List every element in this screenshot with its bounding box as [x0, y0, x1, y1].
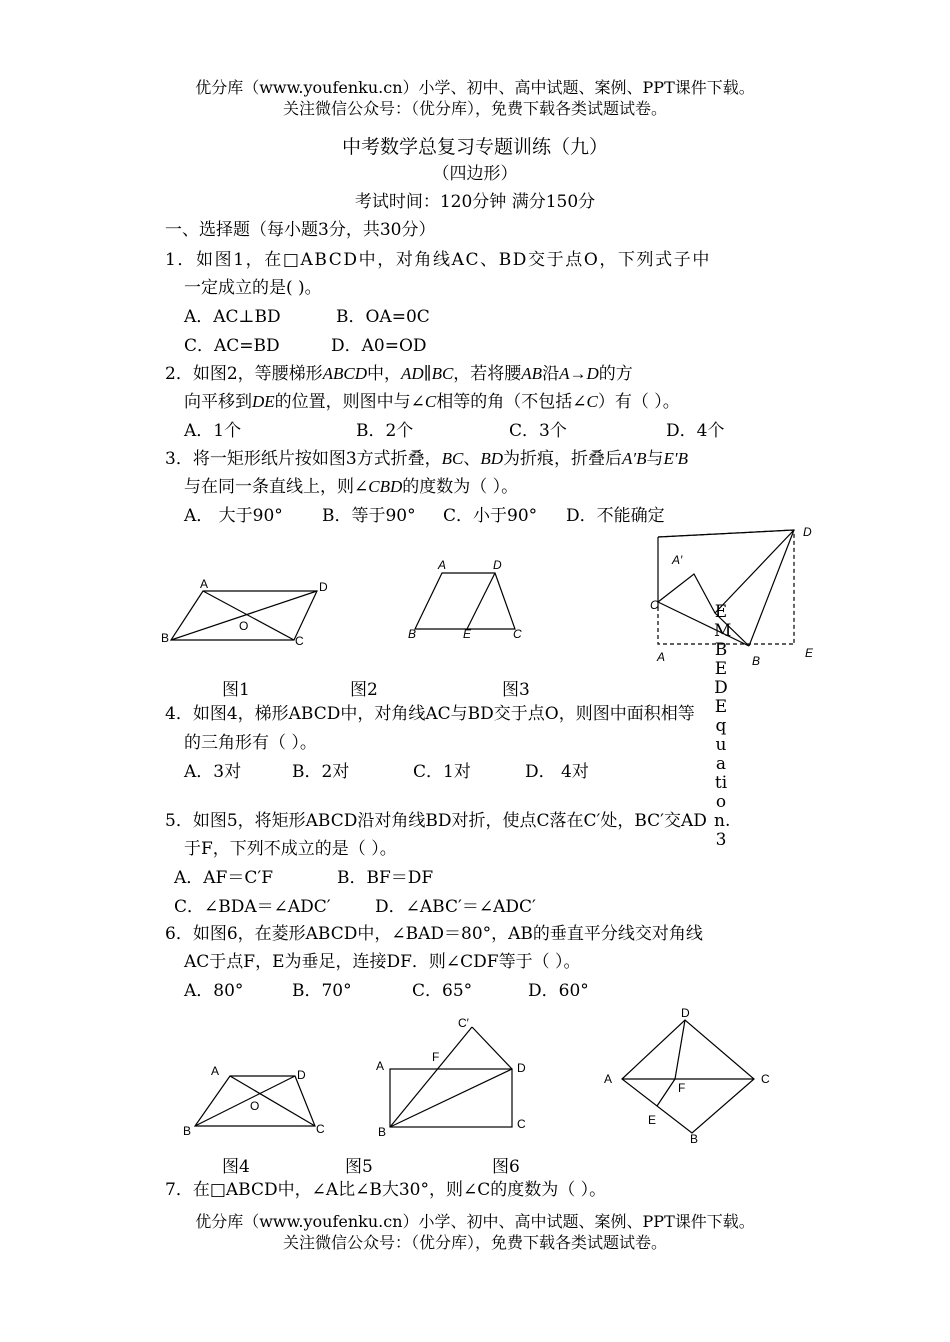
fig4-label-c: C: [316, 1122, 325, 1136]
fig6-label-c: C: [761, 1072, 770, 1086]
fig5-label-d: D: [517, 1061, 526, 1075]
fig5-label-c: C: [517, 1117, 526, 1131]
q2-var: C: [424, 392, 437, 411]
q3-text: 为折痕，折叠后: [503, 449, 623, 469]
q3-line2: [184, 477, 518, 497]
q2-var: ABCD: [322, 364, 368, 383]
q1-option-a: A．AC⊥BD: [184, 307, 281, 327]
fig5-label-f: F: [432, 1050, 440, 1064]
q2-option-d: D．4个: [666, 421, 725, 441]
q2-line1: [165, 364, 633, 384]
fig3-label-a: A: [657, 650, 666, 664]
fig6-label-b: B: [690, 1132, 699, 1146]
q3-text: 、: [463, 449, 481, 469]
page-subtitle: （四边形）: [432, 164, 518, 184]
q2-text: 的位置，则图中与∠: [274, 392, 425, 412]
fig1-label-b: B: [161, 631, 170, 645]
q2-text: 向平移到: [184, 392, 252, 412]
q2-text: ）有（ ）。: [597, 392, 680, 412]
fig6-label-f: F: [678, 1081, 686, 1095]
q5-option-b: B．BF＝DF: [337, 868, 434, 888]
q2-var: A→D: [559, 364, 599, 383]
fig3-label-d: D: [803, 525, 812, 539]
fig1-label-a: A: [200, 577, 209, 591]
q3-text: 与: [646, 449, 664, 469]
fig3-folded-a: [658, 574, 749, 646]
fig5-caption: 图5: [345, 1157, 373, 1177]
q2-option-c: C．3个: [509, 421, 567, 441]
fig2-segment-de: [467, 573, 495, 629]
q4-line2: 的三角形有（ ）。: [184, 733, 317, 753]
fig1-label-c: C: [295, 634, 304, 648]
q1-line1: 1．如图1，在□ABCD中，对角线AC、BD交于点O，下列式子中: [165, 250, 711, 270]
q4-option-c: C．1对: [413, 762, 471, 782]
header-line-1: 优分库（www.youfenku.cn）小学、初中、高中试题、案例、PPT课件下载。: [195, 78, 755, 97]
figure-6: [597, 1002, 782, 1150]
q3-var: CBD: [368, 477, 403, 496]
fig4-caption: 图4: [222, 1157, 250, 1177]
q6-option-d: D．60°: [528, 981, 589, 1001]
q2-text: 中，: [367, 364, 402, 384]
q3-option-c: C．小于90°: [443, 506, 538, 526]
fig6-label-e: E: [648, 1113, 657, 1127]
fig4-label-o: O: [250, 1099, 260, 1113]
q2-option-a: A．1个: [184, 421, 242, 441]
q2-option-b: B．2个: [356, 421, 414, 441]
q4-line1: 4．如图4，梯形ABCD中，对角线AC与BD交于点O，则图中面积相等: [165, 704, 695, 724]
fig4-diagonal-bd: [195, 1076, 295, 1126]
embed-equation-artifact: EMBEDEquation.3: [714, 602, 732, 850]
header-line-2: 关注微信公众号：（优分库），免费下载各类试题试卷。: [282, 99, 667, 118]
fig1-label-o: O: [239, 619, 249, 633]
fig3-top-edge: [658, 530, 794, 537]
exam-info: 考试时间：120分钟 满分150分: [354, 192, 596, 212]
fig6-rhombus: [622, 1020, 754, 1133]
q3-text: 3．将一矩形纸片按如图3方式折叠，: [165, 449, 442, 469]
q3-line1: [165, 449, 688, 469]
q2-var: AB: [521, 364, 543, 383]
q2-line2: [184, 392, 680, 412]
fig4-label-b: B: [183, 1124, 192, 1138]
q5-option-c: C．∠BDA＝∠ADC′: [174, 897, 331, 917]
fig3-crease-bc: [658, 602, 749, 646]
q2-text: ，若将腰: [453, 364, 522, 384]
fig5-label-c-prime: C′: [458, 1016, 469, 1030]
q3-option-b: B．等于90°: [322, 506, 416, 526]
q1-option-d: D．A0=OD: [331, 336, 427, 356]
fig3-label-e: E: [805, 646, 814, 660]
q6-option-b: B．70°: [292, 981, 352, 1001]
fig1-label-d: D: [319, 580, 328, 594]
fig5-diagonal-bd: [390, 1069, 512, 1127]
fig6-label-a: A: [604, 1072, 613, 1086]
q3-var: E′B: [663, 449, 689, 468]
fig6-segment-df: [675, 1020, 685, 1079]
fig1-caption: 图1: [222, 680, 250, 700]
q3-var: BD: [480, 449, 504, 468]
fig2-label-d: D: [493, 558, 502, 572]
fig3-label-a-prime: A′: [672, 553, 683, 567]
q3-option-a: A． 大于90°: [184, 506, 283, 526]
q2-var: C: [586, 392, 598, 411]
q5-option-d: D．∠ABC′＝∠ADC′: [375, 897, 536, 917]
q2-text: 的方: [598, 364, 633, 384]
q2-text: 2．如图2，等腰梯形: [165, 364, 323, 384]
page-title: 中考数学总复习专题训练（九）: [341, 136, 608, 158]
q5-option-a: A．AF＝C′F: [174, 868, 274, 888]
fig2-label-c: C: [513, 627, 522, 641]
q2-var: DE: [252, 392, 275, 411]
fig5-segment-c-prime-d: [472, 1027, 512, 1069]
q6-line1: 6．如图6，在菱形ABCD中，∠BAD＝80°，AB的垂直平分线交对角线: [165, 924, 703, 944]
q2-var: AD: [401, 364, 424, 383]
q4-option-b: B．2对: [292, 762, 350, 782]
fig5-label-b: B: [378, 1125, 387, 1139]
fig6-caption: 图6: [492, 1157, 520, 1177]
fig5-label-a: A: [376, 1059, 385, 1073]
fig2-label-e: E: [463, 627, 472, 641]
q1-option-b: B．OA=0C: [336, 307, 430, 327]
q5-line2: 于F，下列不成立的是（ ）。: [184, 839, 397, 859]
footer-line-1: 优分库（www.youfenku.cn）小学、初中、高中试题、案例、PPT课件下载。: [195, 1212, 755, 1231]
q6-option-a: A．80°: [184, 981, 244, 1001]
q1-option-c: C．AC=BD: [184, 336, 280, 356]
q4-option-a: A．3对: [184, 762, 242, 782]
q2-text: 沿: [542, 364, 560, 384]
fig5-segment-bc-prime: [390, 1027, 472, 1127]
fig6-segment-fe: [657, 1079, 675, 1106]
q6-line2: AC于点F，E为垂足，连接DF．则∠CDF等于（ ）。: [184, 952, 581, 972]
section-heading: 一、选择题（每小题3分，共30分）: [165, 220, 436, 240]
fig4-diagonal-ac: [230, 1076, 315, 1126]
q5-line1: 5．如图5，将矩形ABCD沿对角线BD对折，使点C落在C′处，BC′交AD: [165, 811, 707, 831]
fig3-caption: 图3: [502, 680, 530, 700]
q7-line1: 7．在□ABCD中，∠A比∠B大30°，则∠C的度数为（ ）。: [165, 1180, 607, 1200]
q3-var: A′B: [622, 449, 647, 468]
fig4-label-d: D: [297, 1068, 306, 1082]
footer-line-2: 关注微信公众号：（优分库），免费下载各类试题试卷。: [282, 1233, 667, 1252]
fig2-label-a: A: [438, 558, 447, 572]
q1-line2: 一定成立的是( )。: [184, 278, 322, 298]
figure-1: [155, 575, 335, 650]
q3-option-d: D．不能确定: [566, 506, 665, 526]
q3-var: BC: [441, 449, 464, 468]
fig2-label-b: B: [408, 627, 417, 641]
fig3-label-b: B: [752, 654, 761, 668]
q2-var: BC: [431, 364, 454, 383]
fig4-label-a: A: [211, 1064, 220, 1078]
fig6-label-d: D: [681, 1006, 690, 1020]
fig2-trapezoid: [415, 573, 515, 629]
fig1-diagonal-ac: [203, 591, 294, 640]
q4-option-d: D． 4对: [525, 762, 589, 782]
q3-text: 的度数为（ ）。: [402, 477, 519, 497]
q3-text: 与在同一条直线上，则∠: [184, 477, 369, 497]
fig2-caption: 图2: [350, 680, 378, 700]
q6-option-c: C．65°: [412, 981, 473, 1001]
fig3-label-c: C: [650, 598, 659, 612]
figure-4: [175, 1058, 335, 1138]
figure-3: [645, 520, 825, 670]
q2-text: ∥: [423, 364, 432, 384]
figure-2: [405, 558, 535, 643]
figure-5: [372, 1012, 537, 1142]
q2-text: 相等的角（不包括∠: [436, 392, 587, 412]
